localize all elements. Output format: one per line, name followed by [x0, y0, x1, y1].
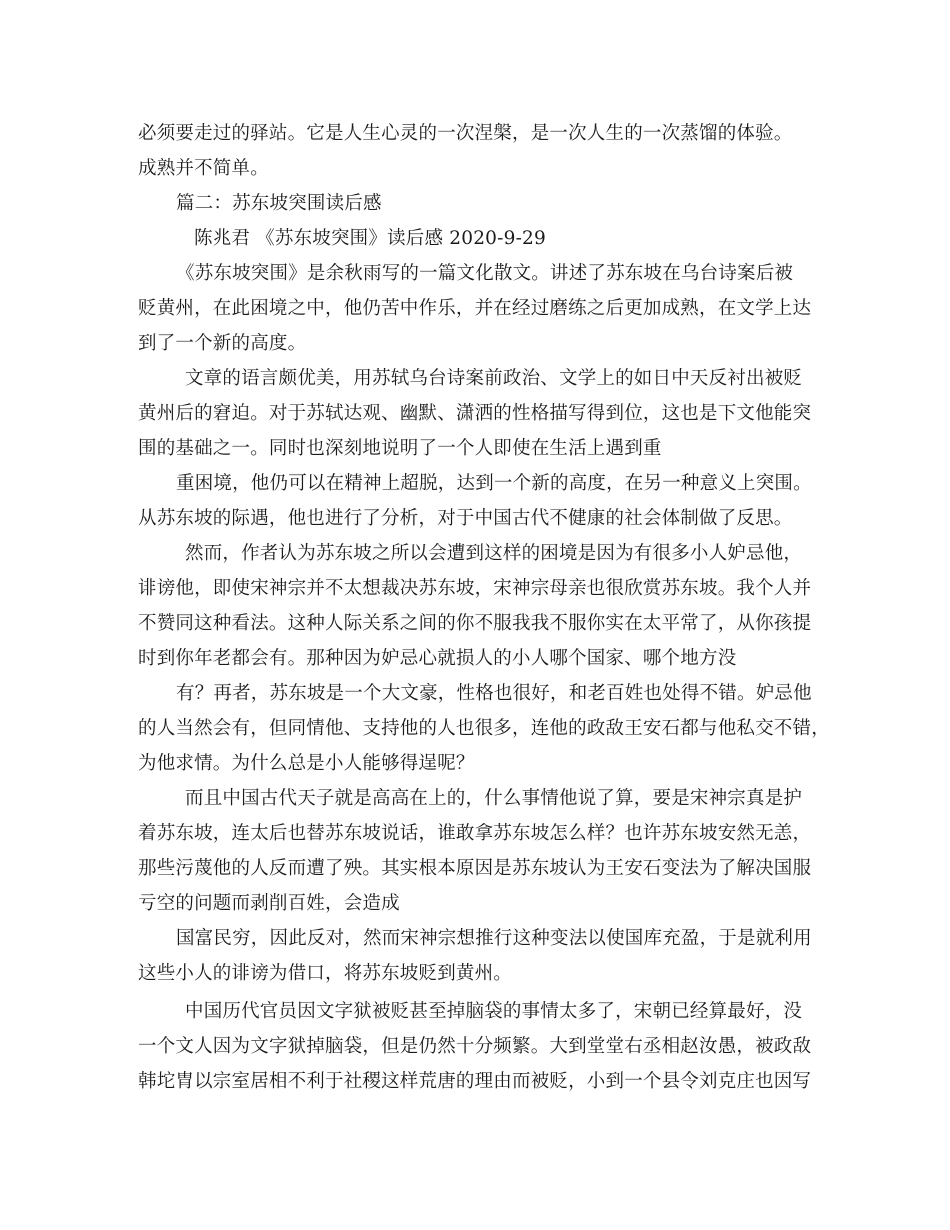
text-line: 贬黄州，在此困境之中，他仍苦中作乐，并在经过磨练之后更加成熟，在文学上达 [138, 298, 812, 319]
text-line: 从苏东坡的际遇，他也进行了分析，对于中国古代不健康的社会体制做了反思。 [138, 508, 793, 529]
text-line: 黄州后的窘迫。对于苏轼达观、幽默、潇洒的性格描写得到位，这也是下文他能突 [138, 403, 812, 424]
text-line: 成熟并不简单。 [138, 158, 269, 179]
text-line: 到了一个新的高度。 [138, 333, 307, 354]
text-line: 中国历代官员因文字狱被贬甚至掉脑袋的事情太多了，宋朝已经算最好，没 [185, 1001, 803, 1022]
section-heading: 篇二：苏东坡突围读后感 [176, 193, 382, 214]
text-line: 诽谤他，即使宋神宗并不太想裁决苏东坡，宋神宗母亲也很欣赏苏东坡。我个人并 [138, 578, 812, 599]
text-line: 然而，作者认为苏东坡之所以会遭到这样的困境是因为有很多小人妒忌他， [185, 543, 803, 564]
text-line: 国富民穷，因此反对，然而宋神宗想推行这种变法以使国库充盈，于是就利用 [176, 928, 812, 949]
text-line: 亏空的问题而剥削百姓，会造成 [138, 893, 400, 914]
text-line: 韩坨胄以宗室居相不利于社稷这样荒唐的理由而被贬，小到一个县令刘克庄也因写 [138, 1071, 812, 1092]
text-line: 有？再者，苏东坡是一个大文豪，性格也很好，和老百姓也处得不错。妒忌他 [176, 683, 812, 704]
text-line: 为他求情。为什么总是小人能够得逞呢？ [138, 753, 475, 774]
text-line: 的人当然会有，但同情他、支持他的人也很多，连他的政敌王安石都与他私交不错， [138, 718, 830, 739]
text-line: 着苏东坡，连太后也替苏东坡说话，谁敢拿苏东坡怎么样？也许苏东坡安然无恙， [138, 823, 812, 844]
text-line: 文章的语言颇优美，用苏轼乌台诗案前政治、文学上的如日中天反衬出被贬 [185, 368, 803, 389]
text-line: 那些污蔑他的人反而遭了殃。其实根本原因是苏东坡认为王安石变法为了解决国服 [138, 858, 812, 879]
text-line: 一个文人因为文字狱掉脑袋，但是仍然十分频繁。大到堂堂右丞相赵汝愚，被政敌 [138, 1036, 812, 1057]
text-line: 而且中国古代天子就是高高在上的，什么事情他说了算，要是宋神宗真是护 [185, 788, 803, 809]
text-line: 不赞同这种看法。这种人际关系之间的你不服我我不服你实在太平常了，从你孩提 [138, 613, 812, 634]
text-line: 《苏东坡突围》是余秋雨写的一篇文化散文。讲述了苏东坡在乌台诗案后被 [176, 263, 794, 284]
byline: 陈兆君 《苏东坡突围》读后感 2020-9-29 [194, 228, 546, 249]
text-line: 时到你年老都会有。那种因为妒忌心就损人的小人哪个国家、哪个地方没 [138, 648, 737, 669]
text-line: 这些小人的诽谤为借口，将苏东坡贬到黄州。 [138, 963, 513, 984]
text-line: 围的基础之一。同时也深刻地说明了一个人即使在生活上遇到重 [138, 438, 662, 459]
text-line: 必须要走过的驿站。它是人生心灵的一次涅槃，是一次人生的一次蒸馏的体验。 [138, 123, 793, 144]
text-line: 重困境，他仍可以在精神上超脱，达到一个新的高度，在另一种意义上突围。 [176, 473, 812, 494]
